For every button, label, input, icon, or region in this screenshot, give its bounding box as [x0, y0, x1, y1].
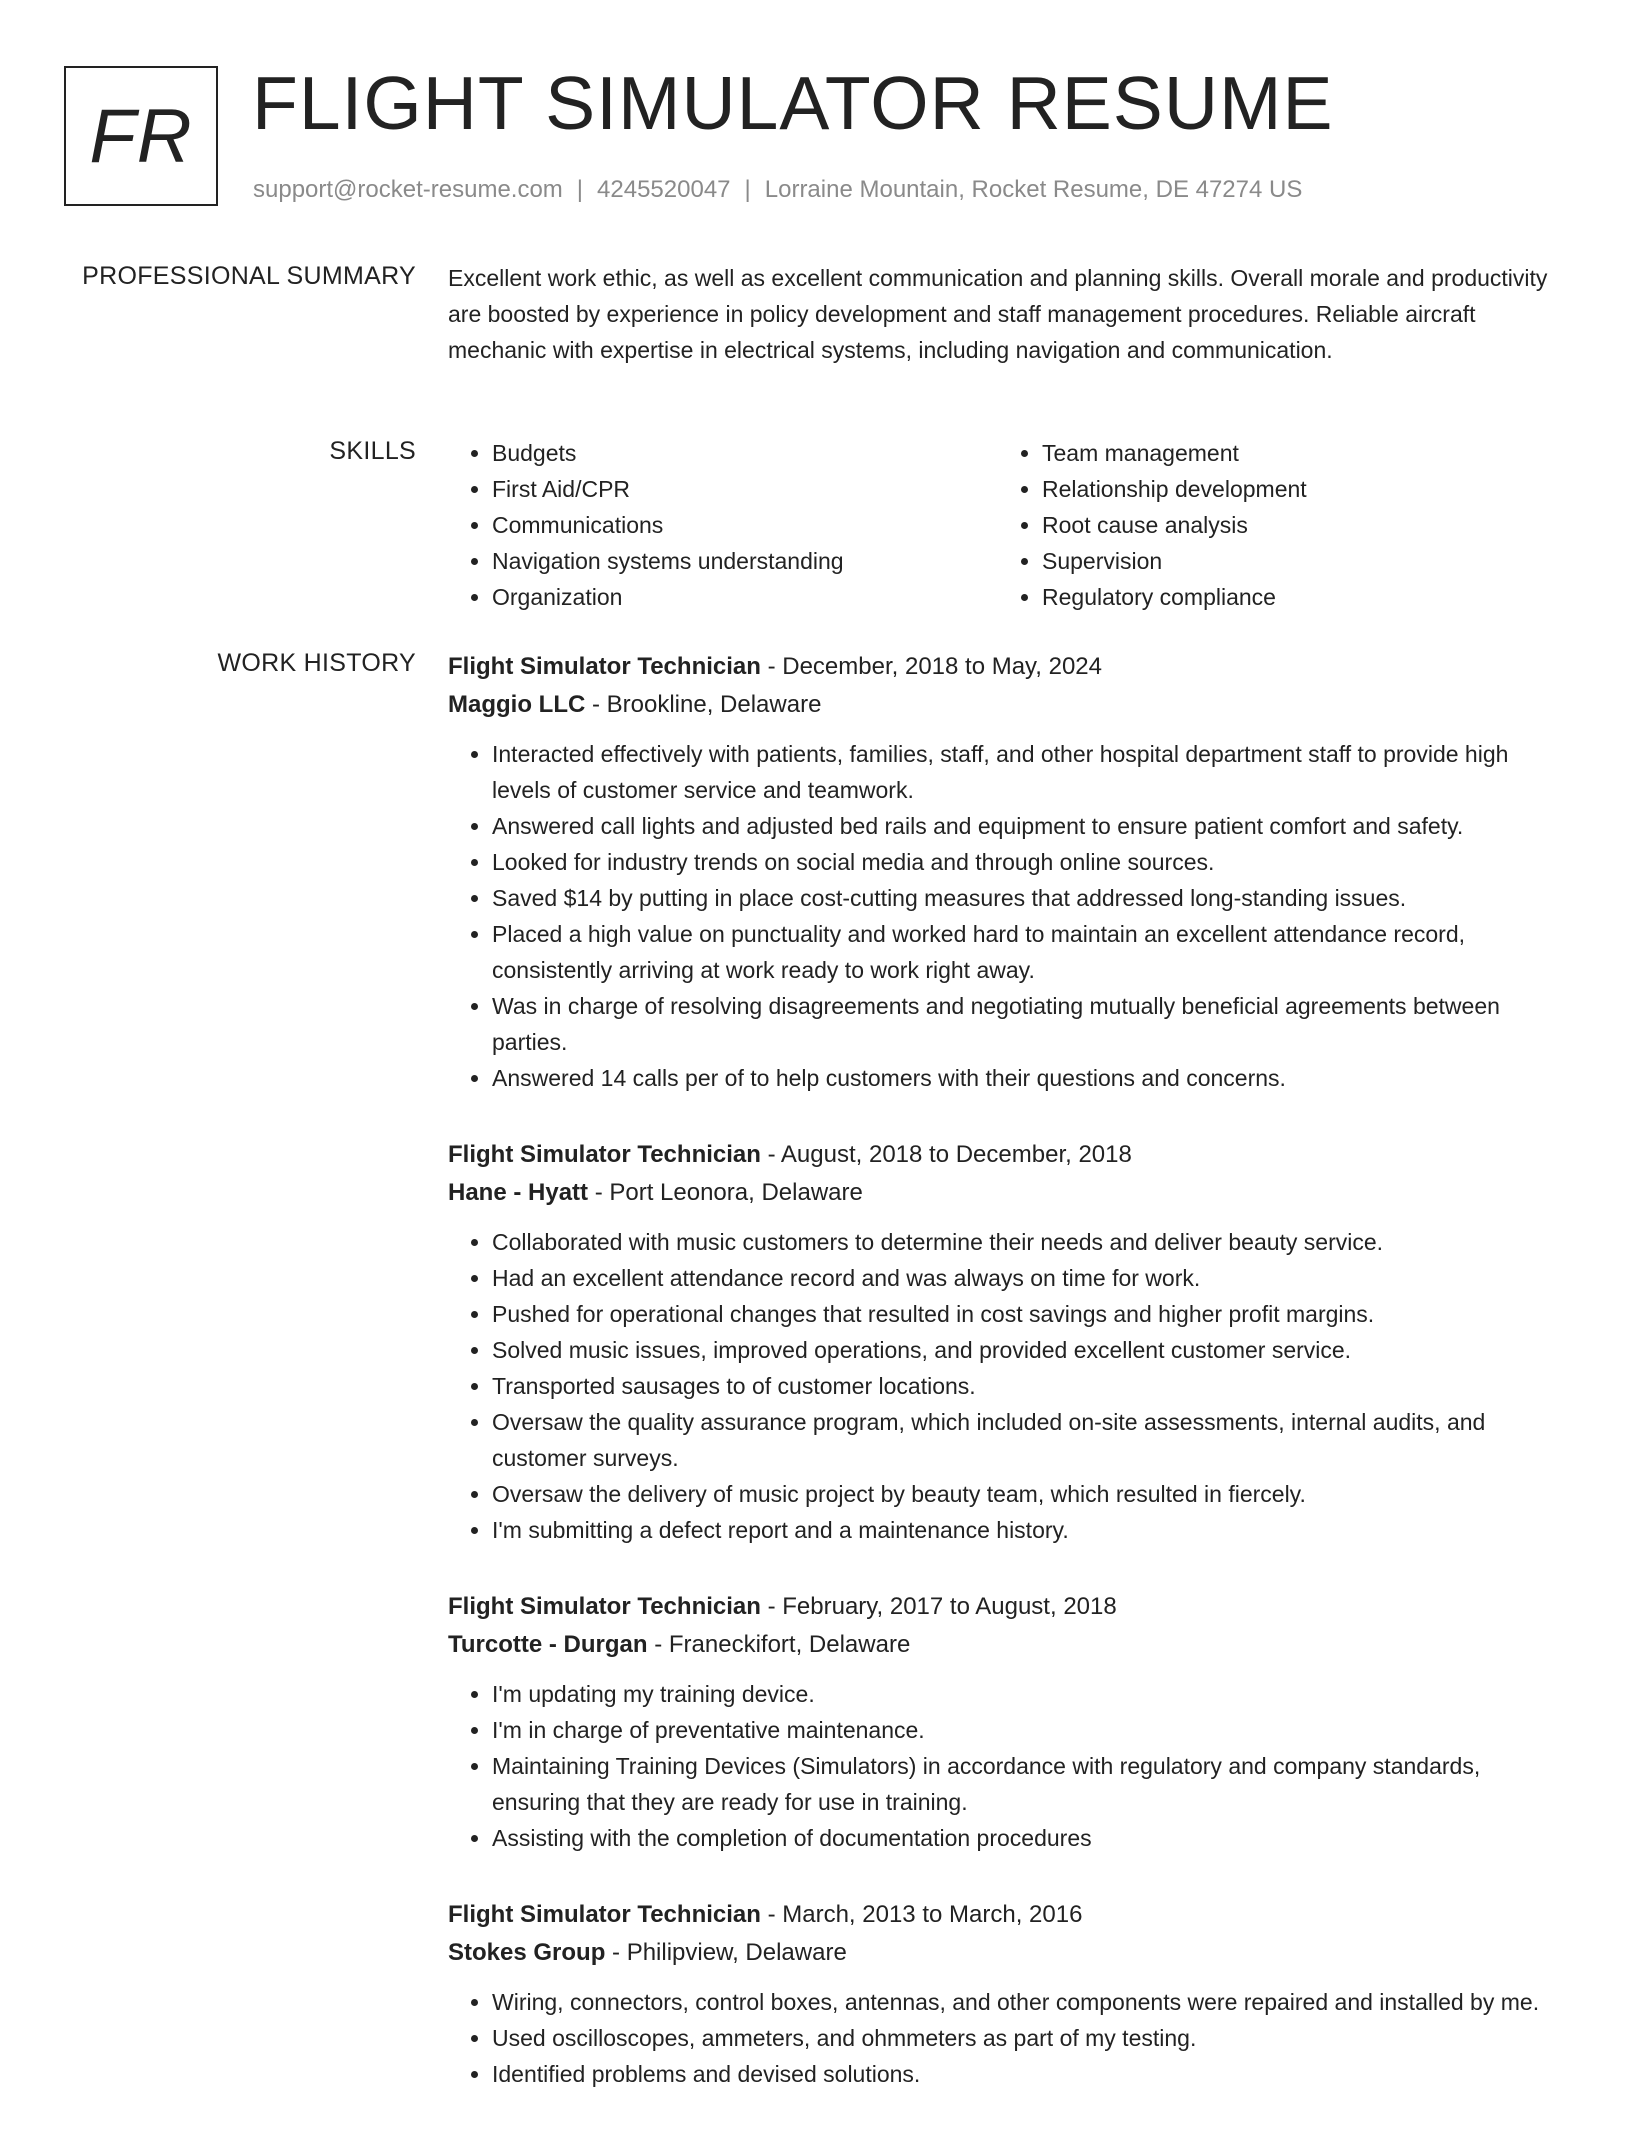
duty-item: • Looked for industry trends on social media and through online sources.: [492, 844, 1568, 880]
company-name: Hane - Hyatt: [448, 1179, 589, 1206]
duty-item: • Oversaw the delivery of music project by beauty team, which resulted in fiercely.: [492, 1476, 1568, 1512]
skill-item: • Communications: [492, 507, 998, 543]
job-dates: - December, 2018 to May, 2024: [760, 653, 1102, 680]
duty-item: • Placed a high value on punctuality and worked hard to maintain an excellent attendance record, consistently arriving at work ready to work right away.: [492, 916, 1568, 988]
company-name: Stokes Group: [448, 1939, 606, 1966]
duty-item: • Collaborated with music customers to determine their needs and deliver beauty service.: [492, 1224, 1568, 1260]
duty-item: • Answered 14 calls per of to help customers with their questions and concerns.: [492, 1060, 1568, 1096]
duty-item: • Was in charge of resolving disagreements and negotiating mutually beneficial agreements between parties.: [492, 988, 1568, 1060]
duty-item: • Transported sausages to of customer locations.: [492, 1368, 1568, 1404]
contact-separator: |: [744, 176, 751, 203]
duty-list: [448, 1984, 1568, 2092]
duty-item: • I'm in charge of preventative maintenance.: [492, 1712, 1568, 1748]
job-dates: - August, 2018 to December, 2018: [760, 1141, 1132, 1168]
resume-header: [64, 61, 1584, 216]
company-location: - Franeckifort, Delaware: [647, 1631, 911, 1658]
company-line: [448, 686, 1568, 724]
skills-grid: [448, 435, 1568, 615]
skill-item: • Root cause analysis: [1042, 507, 1548, 543]
duty-item: • Used oscilloscopes, ammeters, and ohmmeters as part of my testing.: [492, 2020, 1568, 2056]
resume-title: FLIGHT SIMULATOR RESUME: [252, 61, 1334, 145]
job-title: Flight Simulator Technician: [448, 1141, 761, 1168]
skill-item: • Supervision: [1042, 543, 1548, 579]
contact-phone[interactable]: 4245520047: [597, 176, 731, 203]
contact-separator: |: [576, 176, 584, 203]
skills-body: [448, 435, 1568, 615]
section-label-skills: SKILLS: [329, 437, 416, 465]
job-dates: - March, 2013 to March, 2016: [760, 1901, 1083, 1928]
job-entry: [448, 1588, 1568, 1856]
job-title: Flight Simulator Technician: [448, 653, 761, 680]
duty-item: • Had an excellent attendance record and was always on time for work.: [492, 1260, 1568, 1296]
contact-line: [253, 176, 1302, 204]
job-title-line: [448, 1136, 1568, 1174]
contact-email[interactable]: support@rocket-resume.com: [253, 176, 563, 203]
company-location: - Brookline, Delaware: [585, 691, 822, 718]
duty-item: • I'm updating my training device.: [492, 1676, 1568, 1712]
duty-list: [448, 1676, 1568, 1856]
job-title-line: [448, 1896, 1568, 1934]
monogram-logo: FR: [64, 66, 218, 206]
contact-address: Lorraine Mountain, Rocket Resume, DE 47274 US: [764, 176, 1303, 203]
job-entry: [448, 648, 1568, 1096]
duty-item: • Wiring, connectors, control boxes, antennas, and other components were repaired and installed by me.: [492, 1984, 1568, 2020]
job-dates: - February, 2017 to August, 2018: [760, 1593, 1117, 1620]
job-title: Flight Simulator Technician: [448, 1901, 761, 1928]
duty-item: • I'm submitting a defect report and a maintenance history.: [492, 1512, 1568, 1548]
job-title-line: [448, 1588, 1568, 1626]
job-title-line: [448, 648, 1568, 686]
skills-column-left: [448, 435, 998, 615]
duty-list: [448, 1224, 1568, 1548]
company-location: - Port Leonora, Delaware: [588, 1179, 863, 1206]
duty-item: • Answered call lights and adjusted bed rails and equipment to ensure patient comfort and safety.: [492, 808, 1568, 844]
job-entry: [448, 1136, 1568, 1548]
job-entry: [448, 1896, 1568, 2092]
skill-item: • First Aid/CPR: [492, 471, 998, 507]
company-name: Turcotte - Durgan: [448, 1631, 648, 1658]
duty-item: • Saved $14 by putting in place cost-cutting measures that addressed long-standing issues.: [492, 880, 1568, 916]
duty-item: • Assisting with the completion of documentation procedures: [492, 1820, 1568, 1856]
skills-column-right: [998, 435, 1548, 615]
duty-item: • Maintaining Training Devices (Simulators) in accordance with regulatory and company standards, ensuring that they are ready for use in training.: [492, 1748, 1568, 1820]
company-line: [448, 1174, 1568, 1212]
duty-item: • Oversaw the quality assurance program, which included on-site assessments, internal audits, and customer surveys.: [492, 1404, 1568, 1476]
skill-item: • Team management: [1042, 435, 1548, 471]
job-title: Flight Simulator Technician: [448, 1593, 761, 1620]
skill-item: • Navigation systems understanding: [492, 543, 998, 579]
work-history-body: [448, 648, 1568, 2132]
skill-item: • Relationship development: [1042, 471, 1548, 507]
duty-item: • Solved music issues, improved operations, and provided excellent customer service.: [492, 1332, 1568, 1368]
duty-list: [448, 736, 1568, 1096]
skill-item: • Regulatory compliance: [1042, 579, 1548, 615]
company-location: - Philipview, Delaware: [605, 1939, 847, 1966]
section-label-summary: PROFESSIONAL SUMMARY: [82, 262, 416, 290]
company-line: [448, 1934, 1568, 1972]
duty-item: • Pushed for operational changes that resulted in cost savings and higher profit margins.: [492, 1296, 1568, 1332]
company-name: Maggio LLC: [448, 691, 586, 718]
skill-item: • Organization: [492, 579, 998, 615]
summary-text: Excellent work ethic, as well as excellent communication and planning skills. Overall morale and productivity are boosted by experience in policy development and staff management procedures. Reliable aircraft mechanic with expertise in electrical systems, including navigation and communication.: [448, 265, 1548, 363]
skill-item: • Budgets: [492, 435, 998, 471]
company-line: [448, 1626, 1568, 1664]
duty-item: • Identified problems and devised solutions.: [492, 2056, 1568, 2092]
section-label-work: WORK HISTORY: [217, 649, 416, 677]
duty-item: • Interacted effectively with patients, families, staff, and other hospital department staff to provide high levels of customer service and teamwork.: [492, 736, 1568, 808]
